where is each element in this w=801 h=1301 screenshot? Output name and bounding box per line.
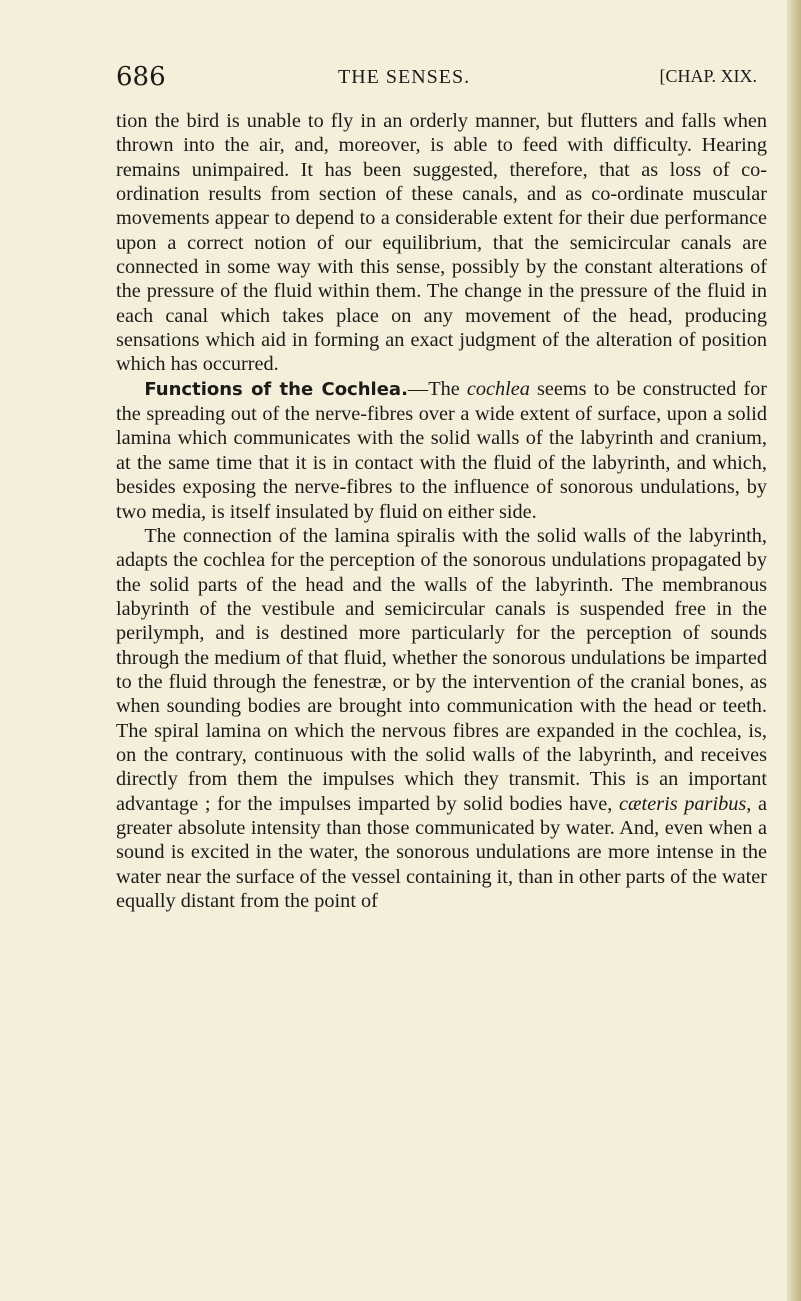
- paragraph-1: tion the bird is unable to fly in an orderly manner, but flutters and falls when thrown into the air, and, moreover, is able to feed with difficulty. Hearing remains unimpaired. It has been suggested, therefore, that as loss of co-ordination results from section of these canals, and as co-ordinate muscular movements appear to depend to a considerable extent for their due performance upon a correct notion of our equilibrium, that the semicircular canals are connected in some way with this sense, possibly by the constant alterations of the pressure of the fluid within them. The change in the pressure of the fluid in each canal which takes place on any movement of the head, producing sensations which aid in forming an exact judgment of the alteration of position which has occurred.: [116, 110, 767, 376]
- paragraph-cochlea: [116, 377, 767, 524]
- italic-term: cochlea: [466, 377, 530, 400]
- body-text: [116, 109, 767, 913]
- page-edge: [787, 0, 801, 1301]
- running-header: [116, 62, 767, 98]
- paragraph-text: —The: [407, 377, 467, 400]
- running-title: THE SENSES.: [338, 66, 471, 88]
- paragraph-text: The connection of the lamina spiralis with the solid walls of the labyrinth, adapts the cochlea for the perception of the sonorous undulations propagated by the solid parts of the head and the walls of the labyrinth. The membranous labyrinth of the vestibule and semicircular canals is suspended free in the perilymph, and is destined more particularly for the perception of sounds through the medium of that fluid, whether the sonorous undulations be imparted to the fluid through the fenestræ, or by the intervention of the cranial bones, as when sounding bodies are brought into communication with the head or teeth. The spiral lamina on which the nervous fibres are expanded in the cochlea, is, on the contrary, continuous with the solid walls of the labyrinth, and receives directly from them the impulses which they transmit. This is an important advantage ; for the impulses imparted by solid bodies have,: [116, 524, 767, 815]
- paragraph-text: , a greater absolute intensity than those communicated by water. And, even when a sound is excited in the water, the sonorous undulations are more intense in the water near the surface of the vessel containing it, than in other parts of the water equally distant from the point of: [116, 792, 768, 912]
- section-heading: Functions of the Cochlea.: [144, 378, 408, 400]
- paragraph-text: seems to be constructed for the spreading out of the nerve-fibres over a wide extent of surface, upon a solid lamina which communicates with the solid walls of the labyrinth and cranium, at the same time that it is in contact with the fluid of the labyrinth, and which, besides exposing the nerve-fibres to the influence of sonorous undulations, by two media, is itself insulated by fluid on either side.: [116, 377, 767, 523]
- italic-term: cæteris paribus: [619, 792, 747, 815]
- paragraph-lamina: [116, 524, 767, 914]
- chapter-label: [CHAP. XIX.: [659, 66, 757, 86]
- page-number: 686: [116, 62, 166, 92]
